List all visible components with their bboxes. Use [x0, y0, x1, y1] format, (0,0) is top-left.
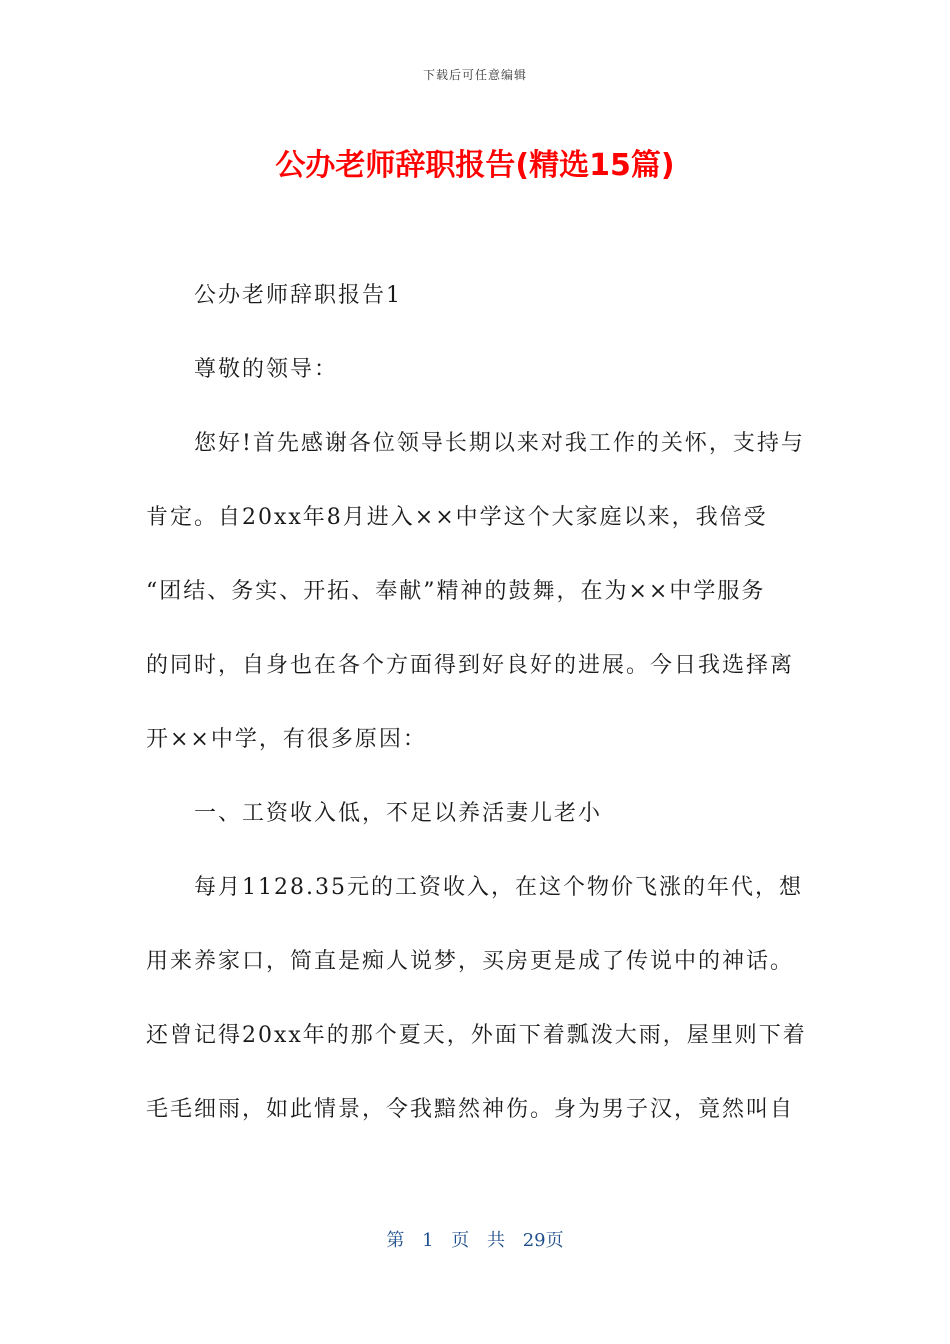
total-pages: 29页 [522, 1230, 564, 1251]
paragraph-line: 每月1128.35元的工资收入，在这个物价飞涨的年代，想 [194, 875, 803, 900]
paragraph-line: 还曾记得20xx年的那个夏天，外面下着瓢泼大雨，屋里则下着 [146, 1023, 807, 1048]
paragraph-line: 的同时，自身也在各个方面得到好良好的进展。今日我选择离 [146, 653, 795, 678]
paragraph-line: 肯定。自20xx年8月进入××中学这个大家庭以来，我倍受 [146, 505, 768, 530]
paragraph-line: “团结、务实、开拓、奉献”精神的鼓舞，在为××中学服务 [146, 579, 766, 604]
header-note: 下载后可任意编辑 [422, 68, 527, 82]
paragraph-line: 一、工资收入低，不足以养活妻儿老小 [194, 801, 603, 826]
document-title: 公办老师辞职报告(精选15篇) [275, 148, 675, 183]
paragraph-line: 您好!首先感谢各位领导长期以来对我工作的关怀，支持与 [194, 431, 805, 456]
document-body [146, 276, 806, 1164]
paragraph-line: 开××中学，有很多原因： [146, 727, 427, 752]
page-label: 第 [386, 1230, 405, 1251]
current-page-number: 1 [422, 1230, 434, 1251]
total-label: 共 [487, 1230, 505, 1251]
page-unit-label: 页 [451, 1230, 470, 1251]
paragraph-line: 公办老师辞职报告1 [194, 283, 402, 308]
paragraph-line: 尊敬的领导： [194, 357, 339, 382]
paragraph-line: 毛毛细雨，如此情景，令我黯然神伤。身为男子汉，竟然叫自 [146, 1097, 795, 1122]
page-footer [0, 1226, 950, 1252]
paragraph-line: 用来养家口，简直是痴人说梦，买房更是成了传说中的神话。 [146, 949, 795, 974]
